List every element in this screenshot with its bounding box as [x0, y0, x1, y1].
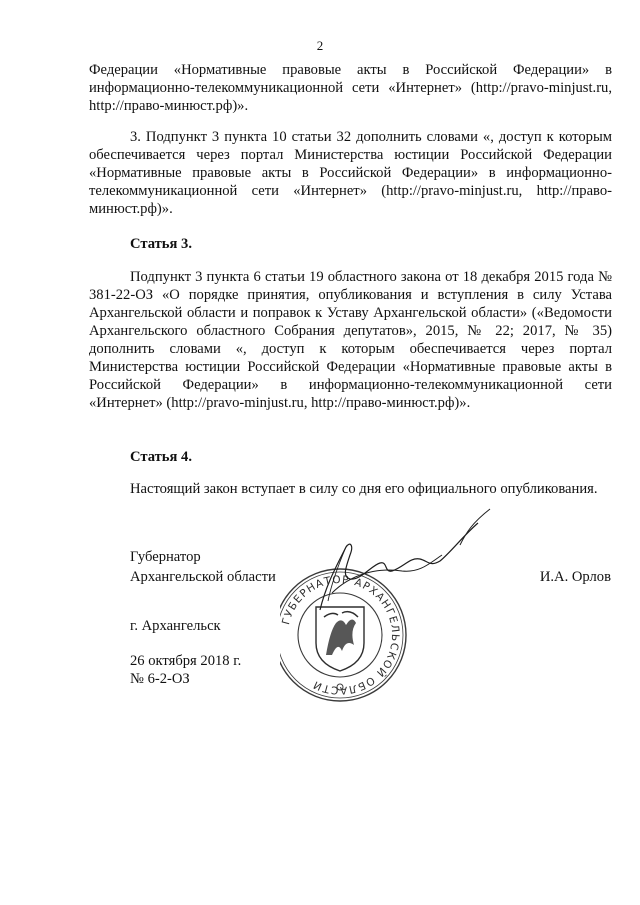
seal-graphic: [280, 505, 510, 705]
law-number: № 6-2-ОЗ: [130, 671, 190, 687]
article-4-text: Настоящий закон вступает в силу со дня его официального опубликования.: [130, 481, 598, 497]
official-seal-and-signature: [280, 505, 510, 705]
article-3-text: Подпункт 3 пункта 6 статьи 19 областного закона от 18 декабря 2015 года № 381-22-ОЗ «О порядке принятия, опубликования и вступления в силу Устава Архангельской области и поправок к Уставу Архангельской области» («Ведомости Архангельского областного Собрания депутатов», 2015, № 22; 2017, № 35) дополнить словами «, доступ к которым обеспечивается через портал Министерства юстиции Российской Федерации «Нормативные правовые акты в Российской Федерации» в информационно-телекоммуникационной сети «Интернет» (http://pravo-minjust.ru, http://право-минюст.рф)».: [89, 269, 612, 411]
position-line-1: Губернатор: [130, 549, 201, 565]
date-and-number: [130, 652, 241, 688]
place-of-signing: г. Архангельск: [130, 618, 221, 634]
position-line-2: Архангельской области: [130, 569, 276, 585]
paragraph-continuation: Федерации «Нормативные правовые акты в Российской Федерации» в информационно-телекоммуникационной сети «Интернет» (http://pravo-minjust.ru, http://право-минюст.рф)».: [89, 62, 612, 114]
signatory-position: [130, 547, 276, 587]
article-4-heading: Статья 4.: [130, 449, 192, 465]
signature-stroke: [320, 523, 478, 610]
signing-date: 26 октября 2018 г.: [130, 653, 242, 669]
article-3-heading: Статья 3.: [130, 236, 192, 252]
page-number: 2: [316, 38, 324, 53]
paragraph-item-3: 3. Подпункт 3 пункта 10 статьи 32 дополнить словами «, доступ к которым обеспечивается через портал Министерства юстиции Российской Федерации «Нормативные правовые акты в Российской Федерации» в информационно-телекоммуникационной сети «Интернет» (http://pravo-minjust.ru, http://право-минюст.рф)».: [89, 129, 612, 217]
signatory-name: И.А. Орлов: [539, 569, 611, 585]
seal-ring-text: ГУБЕРНАТОР АРХАНГЕЛЬСКОЙ ОБЛАСТИ: [280, 573, 402, 697]
